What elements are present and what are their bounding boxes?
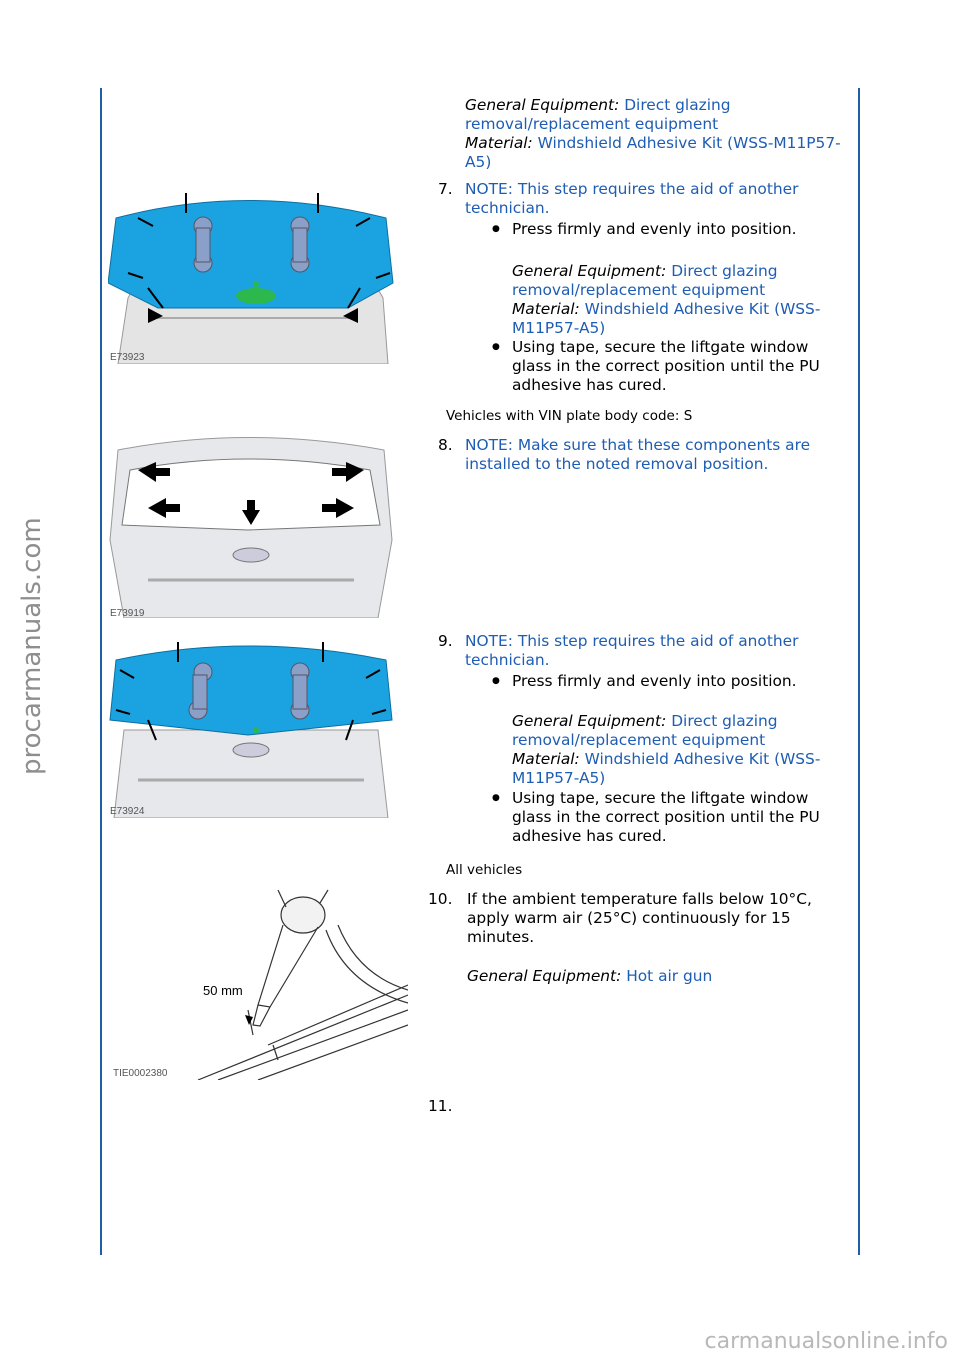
mat-label: Material: [512, 300, 580, 318]
note-line: NOTE: Make sure that these components are [465, 436, 811, 454]
mat-label: Material: [512, 750, 580, 768]
bullet-line: ● Using tape, secure the liftgate window [512, 338, 809, 356]
step-number: 11. [428, 1097, 453, 1115]
ge-value: Direct glazing [671, 262, 778, 280]
figure-code: TIE0002380 [113, 1068, 168, 1079]
bullet-item [512, 338, 820, 395]
note-line: installed to the noted removal position. [465, 455, 769, 473]
figure-e73923 [108, 178, 394, 364]
bullet-line: adhesive has cured. [512, 827, 667, 845]
mat-value-cont: M11P57-A5) [512, 319, 606, 337]
bullet-line: glass in the correct position until the PU [512, 808, 820, 826]
step-line: apply warm air (25°C) continuously for 15 [467, 909, 791, 927]
bullet-line: ● Using tape, secure the liftgate window [512, 789, 809, 807]
note-line: NOTE: This step requires the aid of another [465, 632, 799, 650]
all-vehicles-heading: All vehicles [446, 862, 523, 878]
bottom-watermark: carmanualsonline.info [704, 1329, 948, 1354]
ge-label: General Equipment: [512, 712, 667, 730]
ge-value: Direct glazing [624, 96, 731, 114]
step8-note [465, 436, 810, 474]
vin-heading: Vehicles with VIN plate body code: S [446, 408, 693, 424]
figure-code: E73919 [110, 608, 145, 619]
bullet-item: ● Press firmly and evenly into position. [512, 220, 797, 239]
mat-value-cont: M11P57-A5) [512, 769, 606, 787]
ge-label: General Equipment: [467, 967, 622, 985]
mat-value: Windshield Adhesive Kit (WSS- [584, 300, 821, 318]
note-line: NOTE: This step requires the aid of another [465, 180, 799, 198]
ge-value-cont: removal/replacement equipment [465, 115, 719, 133]
ge-label: General Equipment: [512, 262, 667, 280]
side-watermark: procarmanuals.com [17, 517, 47, 775]
bullet-line: glass in the correct position until the PU [512, 357, 820, 375]
bullet-item: ● Press firmly and evenly into position. [512, 672, 797, 691]
step10-text [467, 890, 812, 947]
mat-label: Material: [465, 134, 533, 152]
step7-note [465, 180, 798, 218]
figure-tie0002380 [108, 885, 408, 1080]
step9-note [465, 632, 798, 670]
figure-code: E73923 [110, 352, 145, 363]
ge-value: Direct glazing [671, 712, 778, 730]
step-number: 8. [438, 436, 453, 454]
dimension-label: 50 mm [203, 983, 243, 998]
step-number: 7. [438, 180, 453, 198]
ge-value-cont: removal/replacement equipment [512, 281, 766, 299]
mat-value-cont: A5) [465, 153, 492, 171]
top-equipment-block [465, 96, 841, 172]
ge-value-cont: removal/replacement equipment [512, 731, 766, 749]
step-line: minutes. [467, 928, 535, 946]
bullet-line: adhesive has cured. [512, 376, 667, 394]
note-line: technician. [465, 651, 550, 669]
left-margin-rule [100, 88, 102, 1255]
ge-label: General Equipment: [465, 96, 620, 114]
right-margin-rule [858, 88, 860, 1255]
step9-equipment-block [512, 712, 820, 788]
bullet-item [512, 789, 820, 846]
ge-value: Hot air gun [626, 967, 713, 985]
figure-e73919 [108, 430, 394, 618]
mat-value: Windshield Adhesive Kit (WSS-M11P57- [537, 134, 841, 152]
step-line: If the ambient temperature falls below 10°C, [467, 890, 812, 908]
note-line: technician. [465, 199, 550, 217]
step-number: 9. [438, 632, 453, 650]
step10-equipment [467, 967, 712, 986]
step7-equipment-block [512, 262, 820, 338]
step-number: 10. [428, 890, 453, 908]
figure-e73924 [108, 630, 394, 818]
mat-value: Windshield Adhesive Kit (WSS- [584, 750, 821, 768]
figure-code: E73924 [110, 806, 145, 817]
